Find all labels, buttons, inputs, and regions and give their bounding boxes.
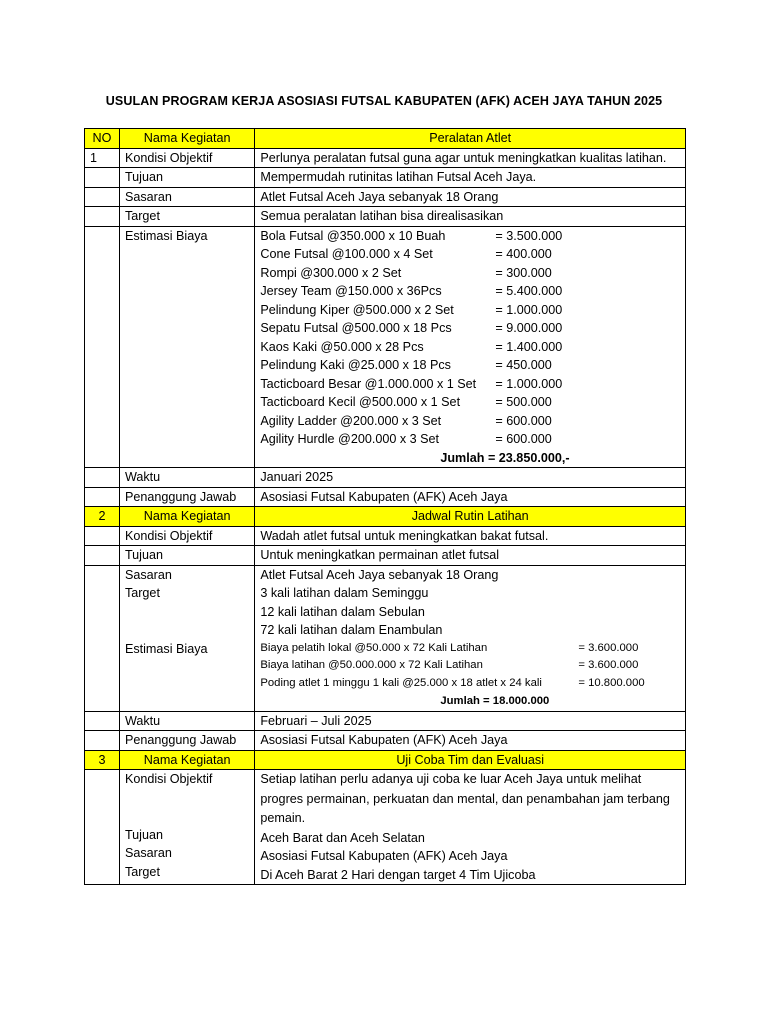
row-label: Penanggung Jawab: [119, 487, 254, 507]
target-line: 12 kali latihan dalam Sebulan: [260, 604, 425, 619]
cost-total: Jumlah = 18.000.000: [440, 694, 550, 707]
cost-line: Agility Ladder @200.000 x 3 Set = 600.000: [260, 413, 552, 428]
row-label: Tujuan: [119, 546, 254, 566]
cost-line: Agility Hurdle @200.000 x 3 Set = 600.000: [260, 432, 552, 446]
row-number: 1: [85, 148, 120, 168]
row-label: Penanggung Jawab: [119, 731, 254, 751]
target-line: 72 kali latihan dalam Enambulan: [260, 623, 443, 637]
row-label: Target: [124, 864, 160, 879]
cost-line: Pelindung Kaki @25.000 x 18 Pcs = 450.000: [260, 358, 552, 372]
row-value: Setiap latihan perlu adanya uji coba ke luar Aceh Jaya untuk melihat progres permainan, perkuatan dan mental, dan penambahan jam terbang pemain.: [260, 772, 670, 826]
row-label: Waktu: [119, 711, 254, 731]
table-row: [85, 770, 686, 885]
cost-line: Tacticboard Besar @1.000.000 x 1 Set = 1.000.000: [260, 376, 563, 391]
row-value: Asosiasi Futsal Kabupaten (AFK) Aceh Jaya: [255, 731, 686, 751]
row-value: Januari 2025: [255, 468, 686, 488]
cost-line: Tacticboard Kecil @500.000 x 1 Set = 500.000: [260, 395, 552, 409]
table-row: [85, 148, 686, 168]
row-value: Atlet Futsal Aceh Jaya sebanyak 18 Orang: [255, 187, 686, 207]
row-number: 2: [85, 507, 120, 527]
cost-total: Jumlah = 23.850.000,-: [440, 450, 570, 465]
kegiatan-title: Jadwal Rutin Latihan: [255, 507, 686, 527]
table-row: [85, 711, 686, 731]
row-labels: [119, 565, 254, 711]
row-label: Kondisi Objektif: [119, 526, 254, 546]
table-row: [85, 546, 686, 566]
row-label: Estimasi Biaya: [124, 641, 208, 656]
row-label: Kondisi Objektif: [124, 772, 213, 787]
no-header: NO: [85, 129, 120, 149]
row-value: Februari – Juli 2025: [255, 711, 686, 731]
row-value: Aceh Barat dan Aceh Selatan: [260, 830, 425, 845]
nama-kegiatan-label: Nama Kegiatan: [119, 507, 254, 527]
document-title: USULAN PROGRAM KERJA ASOSIASI FUTSAL KABUPATEN (AFK) ACEH JAYA TAHUN 2025: [105, 94, 663, 108]
row-label: Sasaran: [124, 567, 172, 582]
row-label: Estimasi Biaya: [119, 226, 254, 468]
row-value: Wadah atlet futsal untuk meningkatkan bakat futsal.: [255, 526, 686, 546]
nama-kegiatan-label: Nama Kegiatan: [119, 750, 254, 770]
row-label: Kondisi Objektif: [119, 148, 254, 168]
row-value: Di Aceh Barat 2 Hari dengan target 4 Tim Ujicoba: [260, 867, 536, 882]
cost-line: Biaya latihan @50.000.000 x 72 Kali Latihan = 3.600.000: [260, 659, 639, 672]
section-header-row: [85, 750, 686, 770]
row-value: Untuk meningkatkan permainan atlet futsal: [255, 546, 686, 566]
cost-line: Biaya pelatih lokal @50.000 x 72 Kali Latihan = 3.600.000: [260, 641, 639, 654]
cost-line: Poding atlet 1 minggu 1 kali @25.000 x 18 atlet x 24 kali = 10.800.000: [260, 677, 645, 690]
row-value: Perlunya peralatan futsal guna agar untuk meningkatkan kualitas latihan.: [255, 148, 686, 168]
kegiatan-title: Uji Coba Tim dan Evaluasi: [255, 750, 686, 770]
row-values: [255, 565, 686, 711]
row-label: Waktu: [119, 468, 254, 488]
cost-list: [255, 226, 686, 468]
cost-line: Bola Futsal @350.000 x 10 Buah = 3.500.000: [260, 228, 563, 243]
row-label: Sasaran: [119, 187, 254, 207]
nama-kegiatan-header: Nama Kegiatan: [119, 129, 254, 149]
row-label: Tujuan: [119, 168, 254, 188]
row-value: Semua peralatan latihan bisa direalisasikan: [255, 207, 686, 227]
table-row: [85, 468, 686, 488]
cost-line: Rompi @300.000 x 2 Set = 300.000: [260, 265, 552, 280]
cost-line: Pelindung Kiper @500.000 x 2 Set = 1.000.000: [260, 302, 563, 317]
row-value: Atlet Futsal Aceh Jaya sebanyak 18 Orang: [260, 567, 499, 582]
target-line: 3 kali latihan dalam Seminggu: [260, 586, 429, 600]
row-label: Target: [124, 586, 160, 600]
cost-line: Sepatu Futsal @500.000 x 18 Pcs = 9.000.000: [260, 321, 563, 335]
row-values: [255, 770, 686, 885]
row-value: Asosiasi Futsal Kabupaten (AFK) Aceh Jaya: [260, 849, 508, 864]
row-label: Target: [119, 207, 254, 227]
row-value: Asosiasi Futsal Kabupaten (AFK) Aceh Jaya: [255, 487, 686, 507]
table-row: [85, 565, 686, 711]
kegiatan-title: Peralatan Atlet: [255, 129, 686, 149]
table-row: [85, 187, 686, 207]
table-row: [85, 168, 686, 188]
row-labels: [119, 770, 254, 885]
row-label: Sasaran: [124, 846, 172, 861]
row-label: Tujuan: [124, 827, 163, 842]
section-header-row: [85, 507, 686, 527]
table-row: [85, 526, 686, 546]
table-row: [85, 487, 686, 507]
table-row: [85, 226, 686, 468]
cost-line: Jersey Team @150.000 x 36Pcs = 5.400.000: [260, 284, 563, 298]
table-row: [85, 731, 686, 751]
table-header-row: [85, 129, 686, 149]
cost-line: Cone Futsal @100.000 x 4 Set = 400.000: [260, 247, 552, 261]
program-table: [84, 128, 686, 885]
row-value: Mempermudah rutinitas latihan Futsal Aceh Jaya.: [255, 168, 686, 188]
row-number: 3: [85, 750, 120, 770]
table-row: [85, 207, 686, 227]
cost-line: Kaos Kaki @50.000 x 28 Pcs = 1.400.000: [260, 339, 563, 354]
